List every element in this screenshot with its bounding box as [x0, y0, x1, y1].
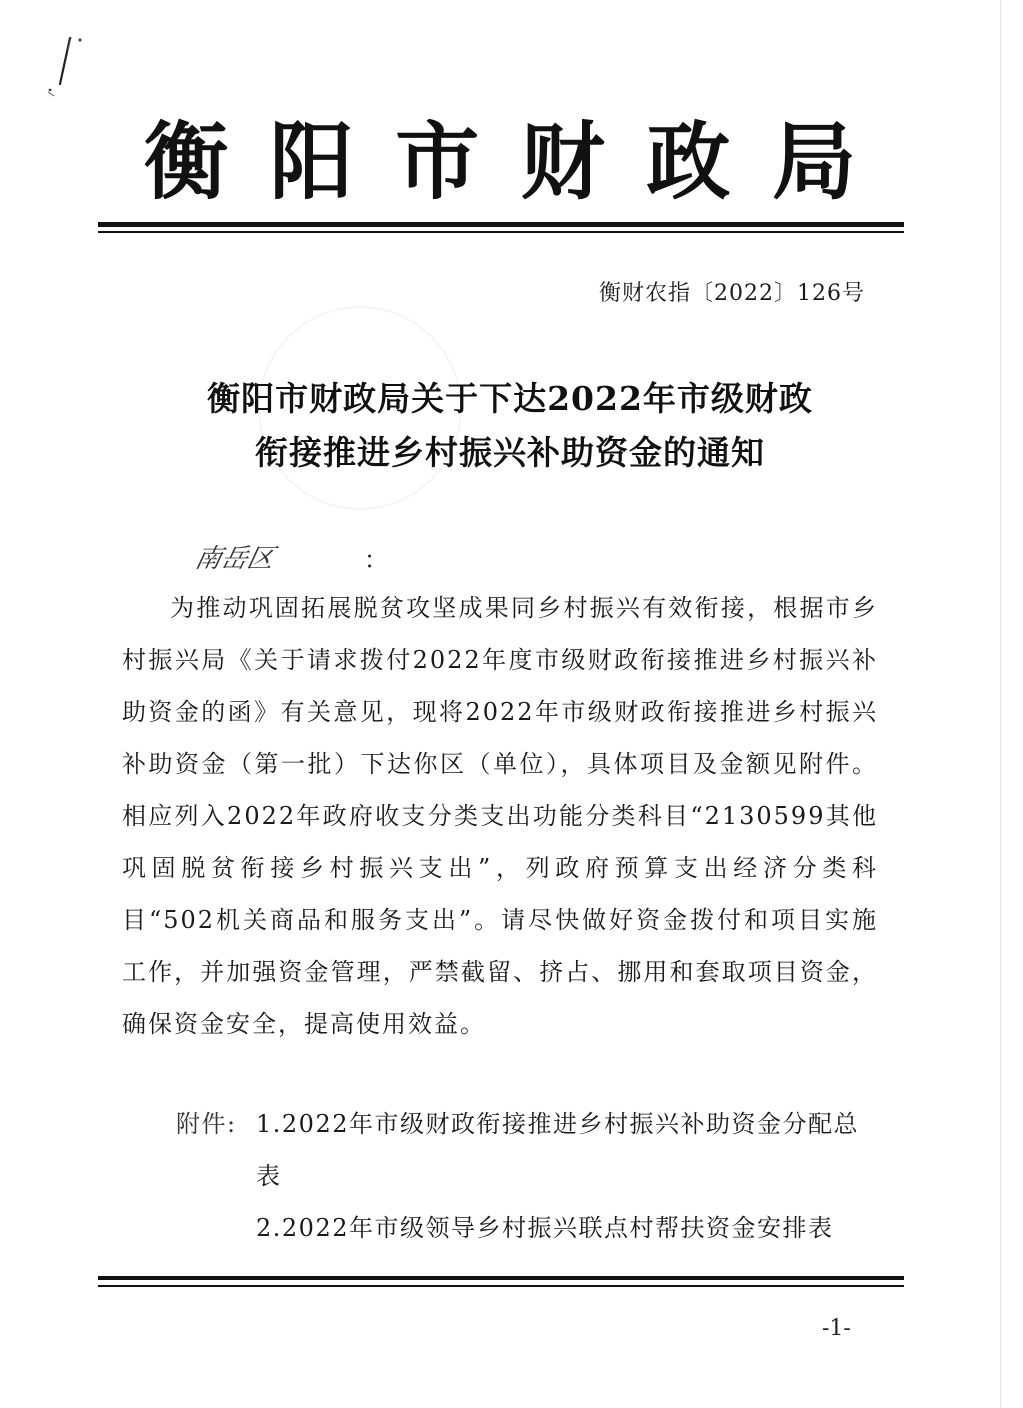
- title-char: 阳: [269, 112, 354, 211]
- pen-mark-icon: [38, 30, 98, 110]
- document-number: 衡财农指〔2022〕126号: [599, 281, 865, 306]
- recipient-colon: ：: [364, 546, 388, 574]
- notice-title: [100, 372, 920, 480]
- title-char: 衡: [144, 112, 229, 211]
- title-char: 局: [771, 112, 856, 211]
- header-rule-thick: [98, 222, 904, 227]
- title-char: 市: [395, 112, 480, 211]
- body-paragraph: 为推动巩固拓展脱贫攻坚成果同乡村振兴有效衔接，根据市乡村振兴局《关于请求拨付2022年度市级财政衔接推进乡村振兴补助资金的函》有关意见，现将2022年市级财政衔接推进乡村振兴补助资金（第一批）下达你区（单位），具体项目及金额见附件。相应列入2022年政府收支分类支出功能分类科目“2130599其他巩固脱贫衔接乡村振兴支出”，列政府预算支出经济分类科目“502机关商品和服务支出”。请尽快做好资金拨付和项目实施工作，并加强资金管理，严禁截留、挤占、挪用和套取项目资金，确保资金安全，提高使用效益。: [122, 594, 878, 1038]
- title-char: 财: [520, 112, 605, 211]
- header-rule-thin: [98, 231, 904, 233]
- attachments-label: 附件:: [176, 1110, 237, 1138]
- handwritten-recipient: 南岳区: [192, 544, 277, 574]
- footer-rule-thick: [98, 1276, 904, 1280]
- scan-edge-line: [1000, 0, 1001, 1408]
- notice-title-line-2: 衔接推进乡村振兴补助资金的通知: [255, 433, 765, 472]
- recipient-line: [192, 538, 396, 578]
- title-char: 政: [646, 112, 731, 211]
- page-number: -1-: [822, 1316, 851, 1341]
- attachment-item-2: 2.2022年市级领导乡村振兴联点村帮扶资金安排表: [256, 1214, 834, 1242]
- attachment-item-1: 1.2022年市级财政衔接推进乡村振兴补助资金分配总表: [256, 1110, 859, 1190]
- issuing-authority-title: [100, 112, 900, 212]
- footer-rule-thin: [98, 1285, 904, 1287]
- notice-title-line-1: 衡阳市财政局关于下达2022年市级财政: [207, 379, 813, 418]
